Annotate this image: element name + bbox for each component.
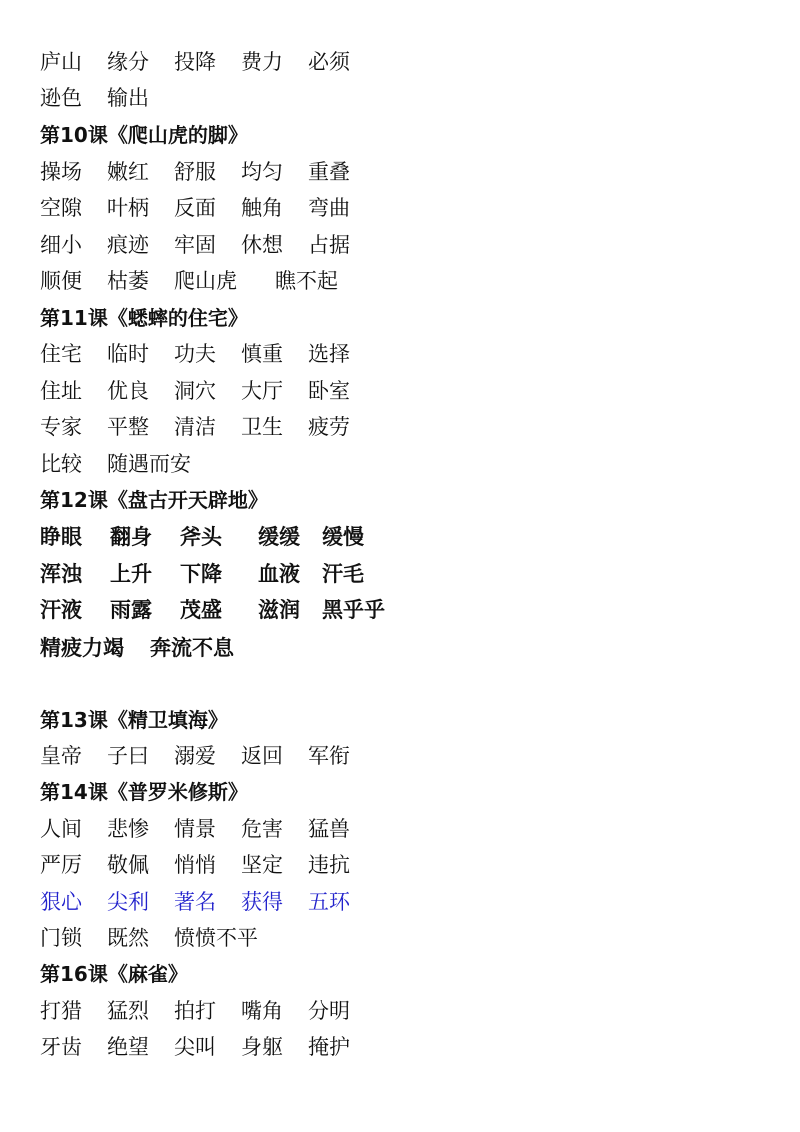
vocab-word: 滋润 <box>258 597 300 622</box>
vocab-word: 下降 <box>180 561 222 586</box>
vocab-word: 瞧不起 <box>275 269 338 293</box>
vocab-word: 舒服 <box>174 160 216 184</box>
vocab-word: 尖叫 <box>174 1035 216 1059</box>
vocab-word: 雨露 <box>110 597 152 622</box>
vocab-word: 缓慢 <box>322 524 364 549</box>
vocab-word: 门锁 <box>40 926 82 950</box>
vocab-word: 危害 <box>241 817 283 841</box>
vocab-word: 汗液 <box>40 597 82 622</box>
lesson-heading <box>40 702 228 738</box>
vocab-word: 平整 <box>107 415 149 439</box>
vocab-word: 血液 <box>258 561 300 586</box>
vocab-word: 狠心 <box>40 890 82 914</box>
vocab-word: 弯曲 <box>308 196 350 220</box>
lesson-heading <box>40 774 248 810</box>
vocab-word: 睁眼 <box>40 524 82 549</box>
vocab-word: 必须 <box>308 50 350 74</box>
vocab-word: 猛烈 <box>107 999 149 1023</box>
vocab-word: 清洁 <box>174 415 216 439</box>
vocab-word: 优良 <box>107 379 149 403</box>
vocab-word: 功夫 <box>174 342 216 366</box>
vocab-word: 重叠 <box>308 160 350 184</box>
vocab-word: 洞穴 <box>174 379 216 403</box>
vocab-word: 缓缓 <box>258 524 300 549</box>
vocab-word: 叶柄 <box>107 196 149 220</box>
vocab-word: 军衔 <box>308 744 350 768</box>
vocab-word: 溺爱 <box>174 744 216 768</box>
vocab-word: 痕迹 <box>107 233 149 257</box>
vocab-word: 逊色 <box>40 86 82 110</box>
vocab-word: 浑浊 <box>40 561 82 586</box>
vocab-word: 反面 <box>174 196 216 220</box>
vocab-word: 操场 <box>40 160 82 184</box>
vocab-word: 五环 <box>308 890 350 914</box>
vocab-word: 爬山虎 <box>174 269 237 293</box>
vocab-word: 猛兽 <box>308 817 350 841</box>
vocab-word: 嫩红 <box>107 160 149 184</box>
vocab-word: 枯萎 <box>107 269 149 293</box>
vocab-word: 拍打 <box>174 999 216 1023</box>
vocab-word: 悄悄 <box>174 853 216 877</box>
vocab-word: 均匀 <box>241 160 283 184</box>
vocab-word: 身躯 <box>241 1035 283 1059</box>
vocab-word: 茂盛 <box>180 597 222 622</box>
vocab-word: 占据 <box>308 233 350 257</box>
vocab-word: 敬佩 <box>107 853 149 877</box>
vocab-word: 触角 <box>241 196 283 220</box>
vocab-word: 慎重 <box>241 342 283 366</box>
vocab-word: 人间 <box>40 817 82 841</box>
vocab-word: 嘴角 <box>241 999 283 1023</box>
lesson-title: 《精卫填海》 <box>107 708 228 732</box>
lesson-number: 第10课 <box>40 123 108 147</box>
vocab-word: 愤愤不平 <box>174 926 258 950</box>
lesson-heading <box>40 482 268 518</box>
vocab-word: 输出 <box>107 86 149 110</box>
vocab-word: 顺便 <box>40 269 82 293</box>
lesson-heading <box>40 117 248 153</box>
vocab-word: 斧头 <box>180 524 222 549</box>
vocab-word: 违抗 <box>308 853 350 877</box>
vocab-word: 返回 <box>241 744 283 768</box>
vocab-word: 绝望 <box>107 1035 149 1059</box>
lesson-title: 《盘古开天辟地》 <box>107 488 268 512</box>
vocab-word: 选择 <box>308 342 350 366</box>
lesson-title: 《普罗米修斯》 <box>107 780 248 804</box>
vocab-word: 临时 <box>107 342 149 366</box>
lesson-number: 第12课 <box>40 488 108 512</box>
lesson-heading <box>40 300 248 336</box>
vocab-word: 疲劳 <box>308 415 350 439</box>
vocab-word: 卧室 <box>308 379 350 403</box>
vocab-word: 打猎 <box>40 999 82 1023</box>
vocab-word: 皇帝 <box>40 744 82 768</box>
vocab-word: 悲惨 <box>107 817 149 841</box>
lesson-number: 第11课 <box>40 306 108 330</box>
vocab-word: 细小 <box>40 233 82 257</box>
lesson-number: 第14课 <box>40 780 108 804</box>
lesson-number: 第13课 <box>40 708 108 732</box>
vocab-word: 获得 <box>241 890 283 914</box>
vocab-word: 投降 <box>174 50 216 74</box>
vocab-word: 著名 <box>174 890 216 914</box>
vocab-word: 庐山 <box>40 50 82 74</box>
lesson-title: 《爬山虎的脚》 <box>107 123 248 147</box>
vocab-word: 既然 <box>107 926 149 950</box>
vocab-word: 翻身 <box>110 524 152 549</box>
vocab-word: 空隙 <box>40 196 82 220</box>
vocab-word: 尖利 <box>107 890 149 914</box>
vocab-word: 大厅 <box>241 379 283 403</box>
vocab-word: 缘分 <box>107 50 149 74</box>
vocab-word: 费力 <box>241 50 283 74</box>
lesson-heading <box>40 956 188 992</box>
vocab-word: 牙齿 <box>40 1035 82 1059</box>
lesson-title: 《蟋蟀的住宅》 <box>107 306 248 330</box>
vocab-word: 子曰 <box>107 744 149 768</box>
vocab-word: 奔流不息 <box>150 635 234 660</box>
lesson-title: 《麻雀》 <box>107 962 188 986</box>
vocab-word: 牢固 <box>174 233 216 257</box>
vocab-word: 上升 <box>110 561 152 586</box>
vocab-word: 分明 <box>308 999 350 1023</box>
vocab-word: 专家 <box>40 415 82 439</box>
vocab-word: 精疲力竭 <box>40 635 124 660</box>
vocab-word: 随遇而安 <box>107 452 191 476</box>
vocab-word: 掩护 <box>308 1035 350 1059</box>
vocab-word: 住宅 <box>40 342 82 366</box>
vocab-word: 休想 <box>241 233 283 257</box>
vocab-word: 情景 <box>174 817 216 841</box>
vocab-word: 比较 <box>40 452 82 476</box>
lesson-number: 第16课 <box>40 962 108 986</box>
vocab-word: 卫生 <box>241 415 283 439</box>
vocab-word: 坚定 <box>241 853 283 877</box>
vocab-word: 住址 <box>40 379 82 403</box>
vocab-word: 汗毛 <box>322 561 364 586</box>
vocab-word: 黑乎乎 <box>322 597 385 622</box>
vocab-word: 严厉 <box>40 853 82 877</box>
